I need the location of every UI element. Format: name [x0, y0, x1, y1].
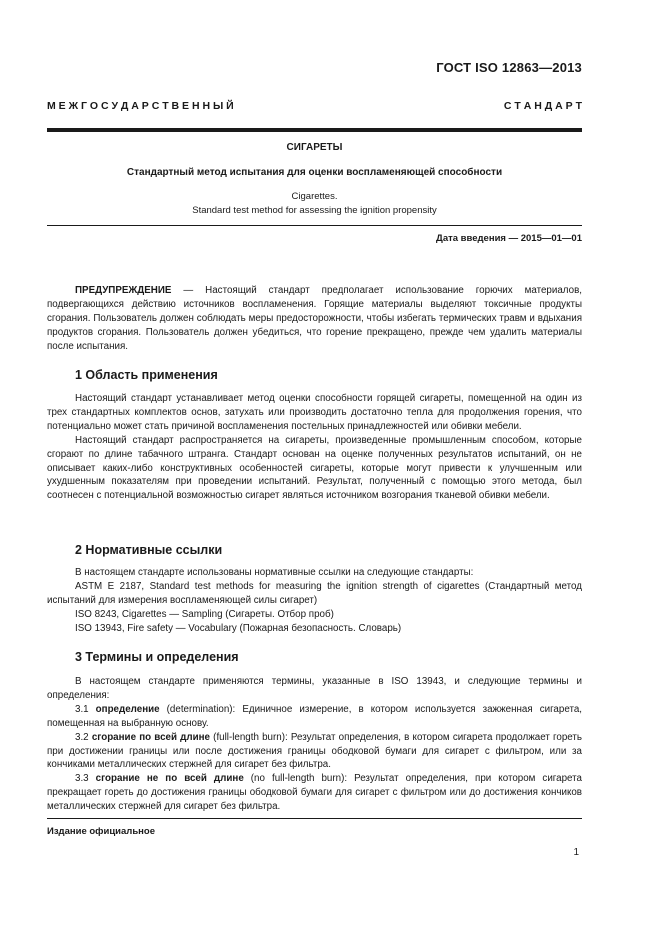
section-1-paragraph-2: Настоящий стандарт распространяется на сигареты, произведенные промышленным способом, которые сгорают по длине табачного штранга. Стандарт основан на оценке полученных результатов испытаний, он не описывает каких-либо конструктивных особенностей сигареты, которые могут привести к улучшенным или ухудшенным показателям при проведении испытаний. Результат, полученный с помощью этого метода, был соотнесен с потенциальной возможностью сигарет являться источником возгорания тканевой обивки мебели. — [47, 434, 582, 502]
section-2-heading: 2 Нормативные ссылки — [75, 543, 223, 557]
banner-left: М Е Ж Г О С У Д А Р С Т В Е Н Н Ы Й — [47, 100, 234, 112]
warning-paragraph — [47, 284, 582, 354]
section-3-intro: В настоящем стандарте применяются термины, указанные в ISO 13943, и следующие термины и определения: — [47, 676, 582, 701]
term-definition: 3.1 определение (determination): Единичное измерение, в котором используется зажженная сигарета, помещенная на выбранную основу. — [47, 703, 582, 729]
official-edition-label: Издание официальное — [47, 826, 155, 837]
section-2-body — [47, 566, 582, 636]
term: сгорание не по всей длине — [95, 773, 244, 785]
section-1-paragraph-1: Настоящий стандарт устанавливает метод оценки способности горящей сигареты, помещенной на один из трех стандартных комплектов основ, затухать или производить достаточно тепла для продолжения горения, что потенциально может стать причиной воспламенения постельных принадлежностей или обивки мебели. — [47, 393, 582, 432]
section-2-intro: В настоящем стандарте использованы нормативные ссылки на следующие стандарты: — [75, 567, 474, 578]
banner-right: С Т А Н Д А Р Т — [503, 100, 582, 112]
section-3-heading: 3 Термины и определения — [75, 650, 239, 664]
warning-label: ПРЕДУПРЕЖДЕНИЕ — [75, 285, 172, 296]
term: определение — [95, 703, 160, 715]
document-title: СИГАРЕТЫ — [286, 142, 343, 153]
reference-item: ASTM E 2187, Standard test methods for measuring the ignition strength of cigarettes (Стандартный метод испытаний для измерения воспламеняющей силы сигарет) — [47, 580, 582, 606]
term-definition: 3.3 сгорание не по всей длине (no full-length burn): Результат определения, при котором сигарета прекращает гореть до достижения границы ободковой бумаги для сигарет с фильтром или до достижения кончиков металлических стержней для сигарет без фильтра. — [47, 773, 582, 813]
term-definition: 3.2 сгорание по всей длине (full-length burn): Результат определения, в котором сигарета продолжает гореть при достижении границы или после достижения границы ободковой бумаги для сигарет с фильтром, или за кончиками металлических стержней для сигарет без фильтра. — [47, 731, 582, 771]
section-1-heading: 1 Область применения — [75, 368, 218, 382]
introduction-date: Дата введения — 2015—01—01 — [436, 233, 582, 244]
header-rule — [47, 128, 582, 132]
warning-text: — Настоящий стандарт предполагает использование горючих материалов, подвергающихся действию источников воспламенения. Горящие материалы выделяют токсичные продукты сгорания. Пользователь должен соблюдать меры предосторожности, чтобы избегать термических травм и вдыхания продуктов сгорания. Пользователь должен убедиться, что горение прекращено, прежде чем удалить материалы после испытания. — [47, 285, 582, 352]
document-subtitle: Стандартный метод испытания для оценки воспламеняющей способности — [126, 167, 503, 178]
term: сгорание по всей длине — [91, 731, 210, 743]
section-3-body — [47, 675, 582, 814]
english-title-line1: Cigarettes. — [291, 191, 338, 202]
reference-item: ISO 13943, Fire safety — Vocabulary (Пожарная безопасность. Словарь) — [75, 622, 402, 634]
reference-item: ISO 8243, Cigarettes — Sampling (Сигареты. Отбор проб) — [75, 608, 334, 620]
standard-designation: ГОСТ ISO 12863—2013 — [436, 60, 582, 75]
page-number: 1 — [573, 847, 579, 858]
english-title — [47, 190, 582, 218]
standard-type-banner — [47, 100, 582, 112]
title-rule — [47, 225, 582, 226]
english-title-line2: Standard test method for assessing the ignition propensity — [192, 205, 437, 216]
footer-rule — [47, 818, 582, 819]
section-1-body — [47, 392, 582, 503]
